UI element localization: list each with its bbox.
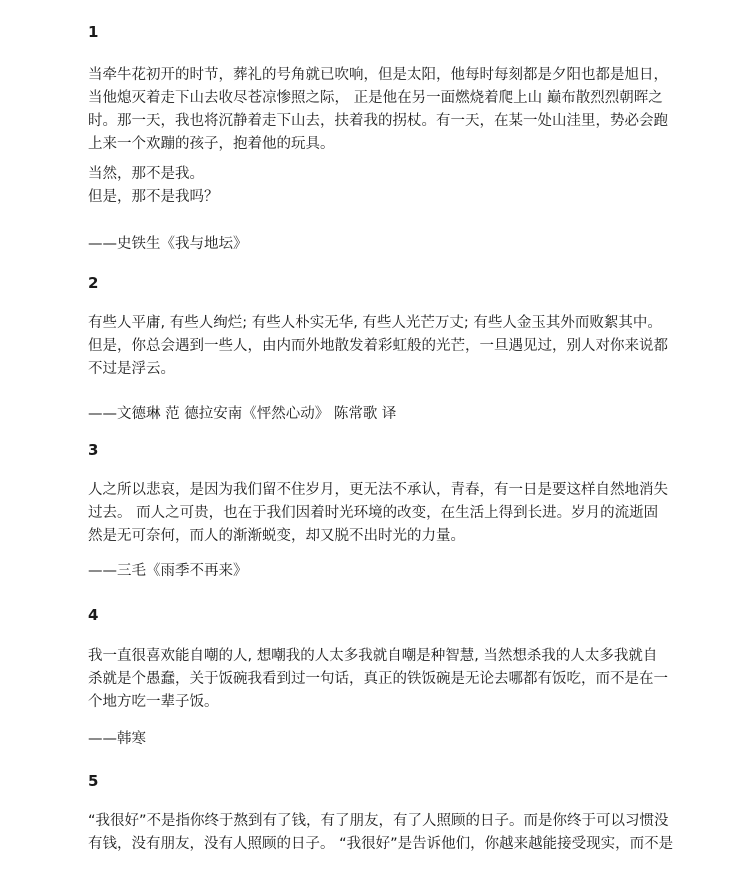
text-line: 杀就是个愚蠢，关于饭碗我看到过一句话，真正的铁饭碗是无论去哪都有饭吃，而不是在一	[88, 671, 668, 687]
section-number-1: 1	[88, 23, 99, 41]
section-number-5: 5	[88, 772, 99, 790]
section-5-paragraph-1	[88, 810, 678, 856]
text-line: 我一直很喜欢能自嘲的人, 想嘲我的人太多我就自嘲是种智慧, 当然想杀我的人太多我就自	[88, 648, 658, 664]
section-number-4: 4	[88, 606, 99, 624]
text-line: 有钱，没有朋友，没有人照顾的日子。 “我很好”是告诉他们，你越来越能接受现实，而不是	[88, 836, 674, 852]
section-4-paragraph-1	[88, 645, 678, 714]
text-line: 当然，那不是我。	[88, 166, 204, 182]
section-4-attribution: ——韩寒	[88, 731, 146, 747]
text-line: 上来一个欢蹦的孩子，抱着他的玩具。	[88, 136, 335, 152]
text-line: 个地方吃一辈子饭。	[88, 694, 219, 710]
text-line: 不过是浮云。	[88, 361, 175, 377]
text-line: 人之所以悲哀，是因为我们留不住岁月，更无法不承认，青春，有一日是要这样自然地消失	[88, 482, 668, 498]
text-line: “我很好”不是指你终于熬到有了钱，有了朋友，有了人照顾的日子。而是你终于可以习惯没	[88, 813, 669, 829]
text-line: 但是，那不是我吗？	[88, 189, 219, 205]
section-number-3: 3	[88, 441, 99, 459]
section-1-paragraph-2	[88, 163, 678, 209]
section-2-paragraph-1	[88, 312, 678, 381]
section-3-attribution: ——三毛《雨季不再来》	[88, 563, 248, 579]
text-line: 当他熄灭着走下山去收尽苍凉惨照之际， 正是他在另一面燃烧着爬上山 巅布散烈烈朝晖之	[88, 90, 663, 106]
section-2-attribution: ——文德琳 范 德拉安南《怦然心动》 陈常歌 译	[88, 406, 397, 422]
text-line: 但是，你总会遇到一些人，由内而外地散发着彩虹般的光芒，一旦遇见过，别人对你来说都	[88, 338, 668, 354]
section-1-paragraph-1	[88, 64, 678, 156]
text-line: 然是无可奈何，而人的渐渐蜕变，却又脱不出时光的力量。	[88, 528, 465, 544]
text-line: 有些人平庸, 有些人绚烂; 有些人朴实无华, 有些人光芒万丈; 有些人金玉其外而败絮其中。	[88, 315, 662, 331]
text-line: 时。那一天，我也将沉静着走下山去，扶着我的拐杖。有一天，在某一处山洼里，势必会跑	[88, 113, 668, 129]
text-line: 过去。 而人之可贵，也在于我们因着时光环境的改变，在生活上得到长进。岁月的流逝固	[88, 505, 659, 521]
section-number-2: 2	[88, 274, 99, 292]
section-3-paragraph-1	[88, 479, 678, 548]
section-1-attribution: ——史铁生《我与地坛》	[88, 236, 248, 252]
text-line: 当牵牛花初开的时节，葬礼的号角就已吹响，但是太阳，他每时每刻都是夕阳也都是旭日，	[88, 67, 668, 83]
